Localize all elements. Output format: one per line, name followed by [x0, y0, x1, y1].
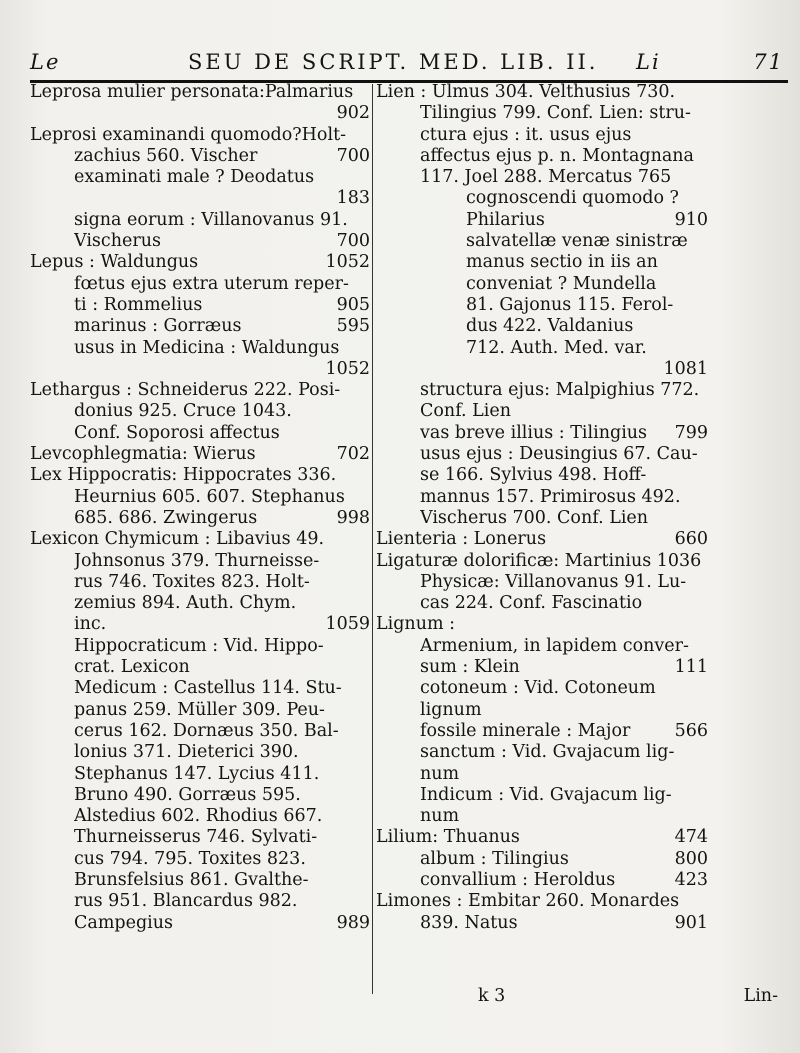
index-entry-text: Brunsfelsius 861. Gvalthe-	[74, 869, 309, 890]
index-line	[30, 742, 370, 763]
index-page-ref	[364, 721, 370, 742]
index-entry-text: panus 259. Müller 309. Peu-	[74, 699, 325, 720]
index-entry-text	[376, 359, 657, 380]
index-entry-text: Thurneisserus 746. Sylvati-	[74, 827, 318, 848]
index-line	[30, 465, 370, 486]
index-line	[376, 572, 708, 593]
index-line	[30, 764, 370, 785]
index-entry-text: vas breve illius : Tilingius	[420, 422, 648, 443]
index-entry-text: structura ejus: Malpighius 772.	[420, 380, 700, 401]
page-number: 71	[753, 50, 784, 74]
index-entry-text: dus 422. Valdanius	[466, 316, 634, 337]
index-line	[30, 551, 370, 572]
index-page-ref: 998	[336, 507, 370, 528]
index-entry-text: Leprosa mulier personata:Palmarius	[30, 82, 354, 102]
index-entry-text: zemius 894. Auth. Chym.	[74, 593, 297, 614]
index-line	[376, 274, 708, 295]
index-page-ref: 1052	[325, 252, 370, 273]
index-page-ref	[702, 167, 708, 188]
index-entry-text: sanctum : Vid. Gvajacum lig-	[420, 742, 675, 763]
header-left-guide: Le	[30, 50, 61, 74]
index-entry-text: Levcophlegmatia: Wierus	[30, 444, 256, 465]
running-header	[30, 48, 788, 82]
index-page-ref: 474	[674, 827, 708, 848]
index-page-ref	[364, 657, 370, 678]
index-page-ref	[364, 210, 370, 231]
index-entry-text: Lignum :	[376, 614, 456, 635]
index-line	[30, 870, 370, 891]
index-page-ref	[364, 167, 370, 188]
index-page-ref: 901	[674, 912, 708, 933]
index-entry-text: Vischerus 700. Conf. Lien	[420, 507, 649, 528]
index-entry-text: 685. 686. Zwingerus	[74, 507, 258, 528]
index-line	[30, 401, 370, 422]
index-line	[376, 146, 708, 167]
index-entry-text: Campegius	[74, 912, 174, 933]
index-entry-text: marinus : Gorræus	[74, 316, 242, 337]
index-page-ref: 1052	[325, 358, 370, 379]
index-page-ref	[364, 465, 370, 486]
index-line	[376, 806, 708, 827]
right-column	[376, 82, 708, 934]
index-page-ref: 423	[674, 869, 708, 890]
index-entry-text: Medicum : Castellus 114. Stu-	[74, 678, 342, 699]
index-line	[376, 380, 708, 401]
index-page-ref: 566	[674, 720, 708, 741]
index-page-ref: 905	[336, 294, 370, 315]
index-entry-text: Limones : Embitar 260. Monardes	[376, 891, 680, 912]
index-line	[376, 614, 708, 635]
index-entry-text: Lilium: Thuanus	[376, 827, 520, 848]
index-page-ref	[364, 551, 370, 572]
index-page-ref	[702, 636, 708, 657]
index-line	[30, 125, 370, 146]
index-page-ref	[364, 572, 370, 593]
index-line	[376, 891, 708, 912]
index-entry-text: donius 925. Cruce 1043.	[74, 401, 292, 422]
index-line	[30, 827, 370, 848]
index-page-ref	[702, 401, 708, 422]
index-entry-text: conveniat ? Mundella	[466, 273, 657, 294]
index-page-ref: 799	[674, 422, 708, 443]
index-line	[30, 487, 370, 508]
index-entry-text: usus ejus : Deusingius 67. Cau-	[420, 444, 698, 465]
index-page-ref: 910	[674, 209, 708, 230]
index-page-ref	[364, 636, 370, 657]
index-line	[30, 700, 370, 721]
index-page-ref: 1059	[325, 614, 370, 635]
index-line	[30, 146, 370, 167]
index-page-ref	[364, 785, 370, 806]
index-page-ref: 183	[336, 188, 370, 209]
index-page-ref	[702, 82, 708, 103]
index-page-ref	[702, 316, 708, 337]
index-line	[376, 487, 708, 508]
index-line	[376, 721, 708, 742]
index-entry-text: Lienteria : Lonerus	[376, 529, 547, 550]
index-page-ref	[702, 700, 708, 721]
index-entry-text: Philarius	[466, 209, 545, 230]
index-entry-text: sum : Klein	[420, 657, 520, 678]
index-entry-text: usus in Medicina : Waldungus	[74, 337, 340, 358]
index-line	[30, 572, 370, 593]
index-page-ref: 800	[674, 848, 708, 869]
catchword: Lin-	[743, 986, 778, 1006]
index-entry-text: Lien : Ulmus 304. Velthusius 730.	[376, 82, 676, 102]
index-line	[376, 125, 708, 146]
index-entry-text	[30, 359, 319, 380]
index-entry-text: 712. Auth. Med. var.	[466, 337, 647, 358]
index-page-ref	[364, 700, 370, 721]
index-line	[376, 231, 708, 252]
index-entry-text: lonius 371. Dieterici 390.	[74, 742, 299, 763]
index-line	[376, 913, 708, 934]
index-line	[376, 785, 708, 806]
index-line	[376, 764, 708, 785]
index-page-ref	[364, 764, 370, 785]
index-entry-text	[30, 188, 331, 209]
index-entry-text: Tilingius 799. Conf. Lien: stru-	[420, 103, 691, 124]
index-entry-text: cas 224. Conf. Fascinatio	[420, 593, 643, 614]
index-entry-text: inc.	[74, 614, 107, 635]
index-page-ref	[364, 678, 370, 699]
index-entry-text: Indicum : Vid. Gvajacum lig-	[420, 784, 672, 805]
index-line	[376, 636, 708, 657]
index-line	[30, 785, 370, 806]
index-entry-text: ctura ejus : it. usus ejus	[420, 124, 632, 145]
index-line	[376, 316, 708, 337]
index-entry-text: 81. Gajonus 115. Ferol-	[466, 294, 674, 315]
index-line	[30, 593, 370, 614]
index-line	[30, 508, 370, 529]
index-page-ref: 111	[674, 657, 708, 678]
index-line	[30, 167, 370, 188]
index-page-ref	[364, 82, 370, 103]
index-line	[376, 551, 708, 572]
index-line	[376, 678, 708, 699]
index-line	[376, 849, 708, 870]
index-line	[30, 614, 370, 635]
index-page-ref	[702, 444, 708, 465]
index-page-ref	[702, 295, 708, 316]
index-page-ref	[364, 338, 370, 359]
index-page-ref	[702, 231, 708, 252]
index-entry-text: fossile minerale : Major	[420, 720, 631, 741]
index-page-ref	[364, 870, 370, 891]
index-line	[30, 231, 370, 252]
index-line	[30, 806, 370, 827]
index-entry-text: rus 951. Blancardus 982.	[74, 891, 298, 912]
index-page-ref	[702, 103, 708, 124]
index-entry-text: Bruno 490. Gorræus 595.	[74, 784, 301, 805]
index-page-ref	[364, 274, 370, 295]
index-entry-text: 117. Joel 288. Mercatus 765	[420, 167, 672, 188]
index-page-ref	[364, 891, 370, 912]
index-page-ref	[364, 849, 370, 870]
index-entry-text: 839. Natus	[420, 912, 518, 933]
index-line	[30, 103, 370, 124]
index-entry-text: num	[420, 763, 460, 784]
index-page-ref: 902	[336, 103, 370, 124]
index-line	[30, 721, 370, 742]
index-line	[30, 338, 370, 359]
index-line	[30, 423, 370, 444]
index-entry-text: crat. Lexicon	[74, 657, 190, 678]
index-page-ref	[702, 593, 708, 614]
index-entry-text: Lex Hippocratis: Hippocrates 336.	[30, 465, 337, 486]
index-entry-text: Armenium, in lapidem conver-	[420, 635, 689, 656]
signature-mark: k 3	[478, 986, 506, 1006]
index-line	[376, 508, 708, 529]
index-line	[30, 678, 370, 699]
index-entry-text: cotoneum : Vid. Cotoneum	[420, 678, 656, 699]
index-entry-text	[30, 103, 331, 124]
index-page-ref	[702, 188, 708, 209]
index-line	[376, 657, 708, 678]
index-page-ref	[702, 764, 708, 785]
index-line	[376, 700, 708, 721]
index-line	[30, 274, 370, 295]
index-entry-text: Lexicon Chymicum : Libavius 49.	[30, 529, 325, 550]
index-entry-text: cognoscendi quomodo ?	[466, 188, 679, 209]
index-line	[376, 401, 708, 422]
index-page-ref: 700	[336, 145, 370, 166]
index-line	[30, 444, 370, 465]
index-entry-text: signa eorum : Villanovanus 91.	[74, 209, 348, 230]
index-page-ref	[702, 891, 708, 912]
index-line	[30, 529, 370, 550]
index-line	[376, 82, 708, 103]
header-title: SEU DE SCRIPT. MED. LIB. II.	[188, 50, 599, 74]
index-line	[376, 742, 708, 763]
index-page-ref: 1081	[663, 358, 708, 379]
index-entry-text: num	[420, 806, 460, 827]
index-page-ref	[702, 742, 708, 763]
index-line	[30, 891, 370, 912]
index-page-ref	[364, 593, 370, 614]
index-line	[30, 913, 370, 934]
index-line	[376, 210, 708, 231]
index-line	[30, 210, 370, 231]
index-entry-text: Heurnius 605. 607. Stephanus	[74, 486, 345, 507]
index-line	[30, 295, 370, 316]
index-entry-text: convallium : Heroldus	[420, 869, 616, 890]
index-line	[30, 359, 370, 380]
index-line	[376, 252, 708, 273]
index-page-ref: 595	[336, 316, 370, 337]
index-entry-text: Alstedius 602. Rhodius 667.	[74, 806, 323, 827]
index-page-ref	[702, 338, 708, 359]
index-line	[376, 295, 708, 316]
index-page-ref	[702, 380, 708, 401]
index-page-ref	[702, 551, 708, 572]
index-entry-text: Physicæ: Villanovanus 91. Lu-	[420, 571, 687, 592]
index-page-ref	[702, 614, 708, 635]
index-line	[376, 188, 708, 209]
index-entry-text: Johnsonus 379. Thurneisse-	[74, 550, 320, 571]
index-page-ref: 660	[674, 529, 708, 550]
index-line	[376, 167, 708, 188]
index-line	[376, 529, 708, 550]
index-entry-text: zachius 560. Vischer	[74, 145, 258, 166]
index-page-ref	[702, 252, 708, 273]
index-entry-text: Ligaturæ dolorificæ: Martinius 1036	[376, 550, 702, 571]
index-entry-text: fœtus ejus extra uterum reper-	[74, 273, 349, 294]
index-page-ref	[702, 125, 708, 146]
index-line	[30, 316, 370, 337]
index-line	[376, 423, 708, 444]
index-page-ref	[702, 785, 708, 806]
index-line	[376, 593, 708, 614]
index-entry-text: mannus 157. Primirosus 492.	[420, 486, 681, 507]
index-line	[30, 636, 370, 657]
index-entry-text: rus 746. Toxites 823. Holt-	[74, 571, 310, 592]
index-entry-text: examinati male ? Deodatus	[74, 167, 315, 188]
index-page-ref	[702, 146, 708, 167]
index-entry-text: ti : Rommelius	[74, 294, 203, 315]
index-line	[30, 188, 370, 209]
index-page-ref	[702, 274, 708, 295]
index-page-ref	[364, 125, 370, 146]
index-page-ref	[364, 487, 370, 508]
index-page-ref	[702, 465, 708, 486]
index-entry-text: cus 794. 795. Toxites 823.	[74, 848, 306, 869]
index-page-ref	[702, 678, 708, 699]
index-page-ref	[702, 806, 708, 827]
index-page-ref: 702	[336, 444, 370, 465]
column-divider	[372, 84, 373, 994]
index-line	[376, 870, 708, 891]
index-entry-text: lignum	[420, 699, 482, 720]
index-entry-text: Lepus : Waldungus	[30, 252, 199, 273]
header-right-guide: Li	[636, 50, 661, 74]
index-page-ref	[702, 572, 708, 593]
index-entry-text: Conf. Lien	[420, 401, 512, 422]
index-page-ref	[364, 742, 370, 763]
index-page-ref	[364, 401, 370, 422]
index-line	[30, 657, 370, 678]
index-line	[376, 103, 708, 124]
index-line	[30, 82, 370, 103]
index-page-ref	[702, 487, 708, 508]
index-line	[30, 252, 370, 273]
index-page-ref	[364, 827, 370, 848]
index-page-ref	[364, 529, 370, 550]
index-line	[376, 465, 708, 486]
index-entry-text: manus sectio in iis an	[466, 252, 658, 273]
index-page-ref	[364, 380, 370, 401]
index-line	[30, 380, 370, 401]
index-entry-text: Stephanus 147. Lycius 411.	[74, 763, 320, 784]
index-entry-text: album : Tilingius	[420, 848, 569, 869]
left-column	[30, 82, 370, 934]
index-line	[376, 359, 708, 380]
index-entry-text: Hippocraticum : Vid. Hippo-	[74, 635, 324, 656]
index-entry-text: cerus 162. Dornæus 350. Bal-	[74, 720, 339, 741]
index-page-ref: 700	[336, 231, 370, 252]
index-page-ref: 989	[336, 912, 370, 933]
index-page-ref	[702, 508, 708, 529]
index-entry-text: se 166. Sylvius 498. Hoff-	[420, 465, 647, 486]
index-entry-text: Vischerus	[74, 231, 161, 252]
index-line	[376, 444, 708, 465]
index-line	[30, 849, 370, 870]
index-entry-text: Conf. Soporosi affectus	[74, 422, 280, 443]
index-line	[376, 338, 708, 359]
index-page-ref	[364, 806, 370, 827]
index-line	[376, 827, 708, 848]
index-entry-text: Leprosi examinandi quomodo?Holt-	[30, 124, 347, 145]
index-entry-text: affectus ejus p. n. Montagnana	[420, 145, 694, 166]
index-page-ref	[364, 423, 370, 444]
index-entry-text: salvatellæ venæ sinistræ	[466, 231, 688, 252]
index-entry-text: Lethargus : Schneiderus 222. Posi-	[30, 380, 341, 401]
